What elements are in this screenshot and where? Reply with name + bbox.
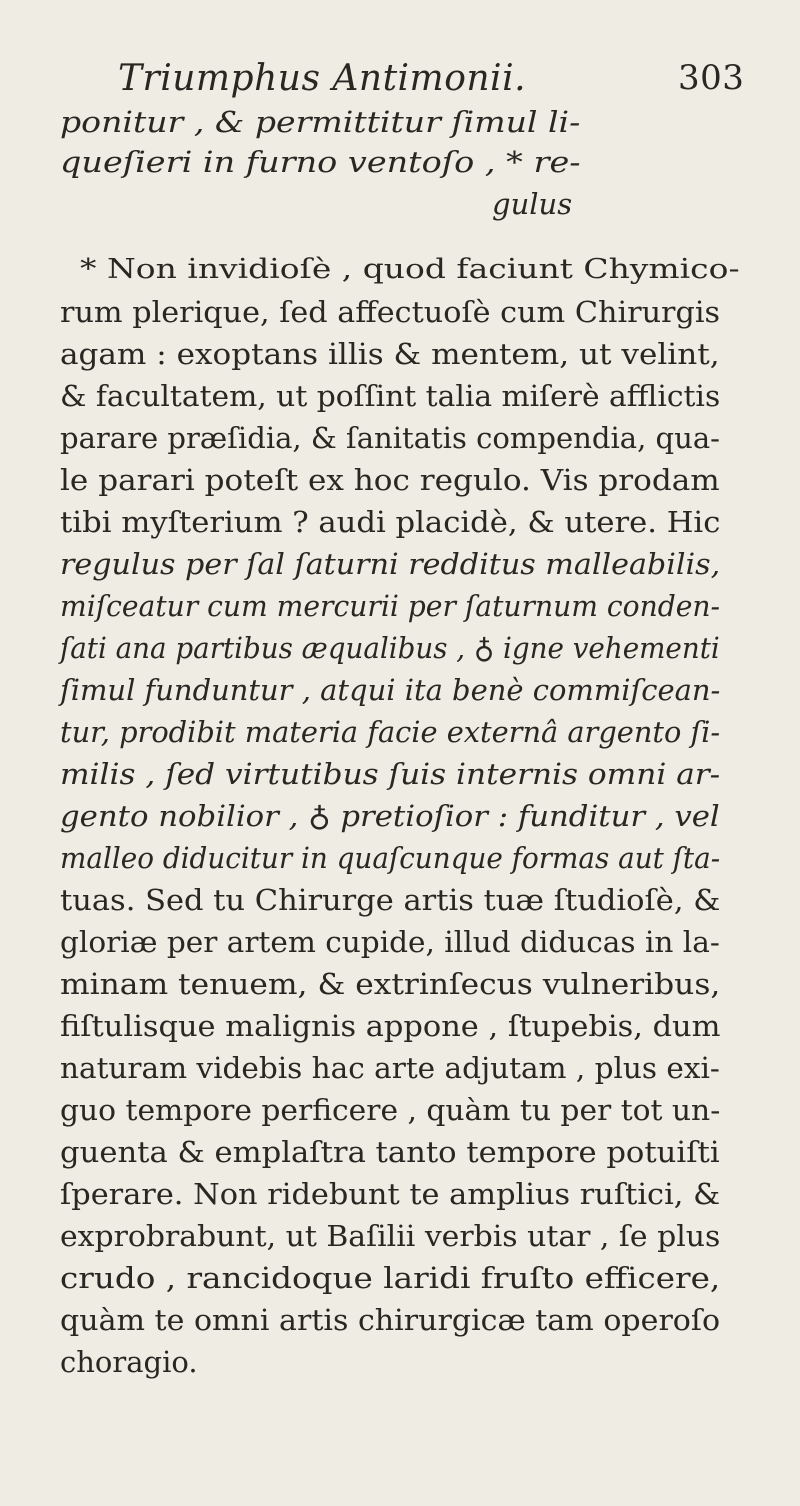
text-line: agam : exoptans illis & mentem, ut velint, xyxy=(60,337,720,371)
text-line: ponitur , & permittitur ſimul li- xyxy=(60,105,581,139)
text-line: gloriæ per artem cupide, illud diducas in la- xyxy=(60,925,720,959)
text-line: crudo , rancidoque laridi fruſto efficere, xyxy=(60,1261,721,1295)
text-line: regulus per ſal ſaturni redditus malleabilis, xyxy=(60,547,721,581)
text-line: ſati ana partibus æqualibus , ♁ igne vehementi xyxy=(60,631,720,665)
text-line: tuas. Sed tu Chirurge artis tuæ ſtudioſè, & xyxy=(60,883,721,917)
text-line: naturam videbis hac arte adjutam , plus exi- xyxy=(60,1051,720,1085)
text-line: guenta & emplaſtra tanto tempore potuiſti xyxy=(60,1135,720,1169)
text-line: parare præſidia, & ſanitatis compendia, qua- xyxy=(60,421,720,455)
text-line: exprobrabunt, ut Baſilii verbis utar , ſe plus xyxy=(60,1219,721,1253)
text-line: le parari poteſt ex hoc regulo. Vis prodam xyxy=(60,463,720,497)
running-title: Triumphus Antimonii. xyxy=(118,58,527,99)
text-line: ſimul funduntur , atqui ita benè commiſcean- xyxy=(60,673,721,707)
text-line: queſieri in furno ventoſo , * re- xyxy=(60,145,581,179)
page-number: 303 xyxy=(678,58,745,98)
running-header xyxy=(118,58,745,99)
text-line: choragio. xyxy=(60,1345,198,1379)
text-line: tur, prodibit materia facie externâ argento ſi- xyxy=(60,715,721,749)
text-line: guo tempore perficere , quàm tu per tot un- xyxy=(60,1093,721,1127)
text-line: gento nobilior , ♁ pretioſior : funditur , vel xyxy=(60,799,720,833)
text-line: minam tenuem, & extrinſecus vulneribus, xyxy=(60,967,721,1001)
text-line: quàm te omni artis chirurgicæ tam operoſo xyxy=(60,1303,721,1337)
text-line: ſperare. Non ridebunt te amplius ruſtici, & xyxy=(60,1177,721,1211)
text-line: tibi myſterium ? audi placidè, & utere. Hic xyxy=(60,505,721,539)
text-line: fiſtulisque malignis appone , ſtupebis, dum xyxy=(60,1009,721,1043)
text-line: rum plerique, ſed affectuoſè cum Chirurgis xyxy=(60,295,721,329)
text-line: milis , ſed virtutibus ſuis internis omni ar- xyxy=(60,757,721,791)
text-line: gulus xyxy=(492,187,573,221)
text-line: miſceatur cum mercurii per ſaturnum conden- xyxy=(60,589,721,623)
text-line: malleo diducitur in quaſcunque formas aut ſta- xyxy=(60,841,721,875)
text-line: & facultatem, ut poſſint talia miſerè afflictis xyxy=(60,379,721,413)
text-line: * Non invidioſè , quod faciunt Chymico- xyxy=(80,254,740,285)
